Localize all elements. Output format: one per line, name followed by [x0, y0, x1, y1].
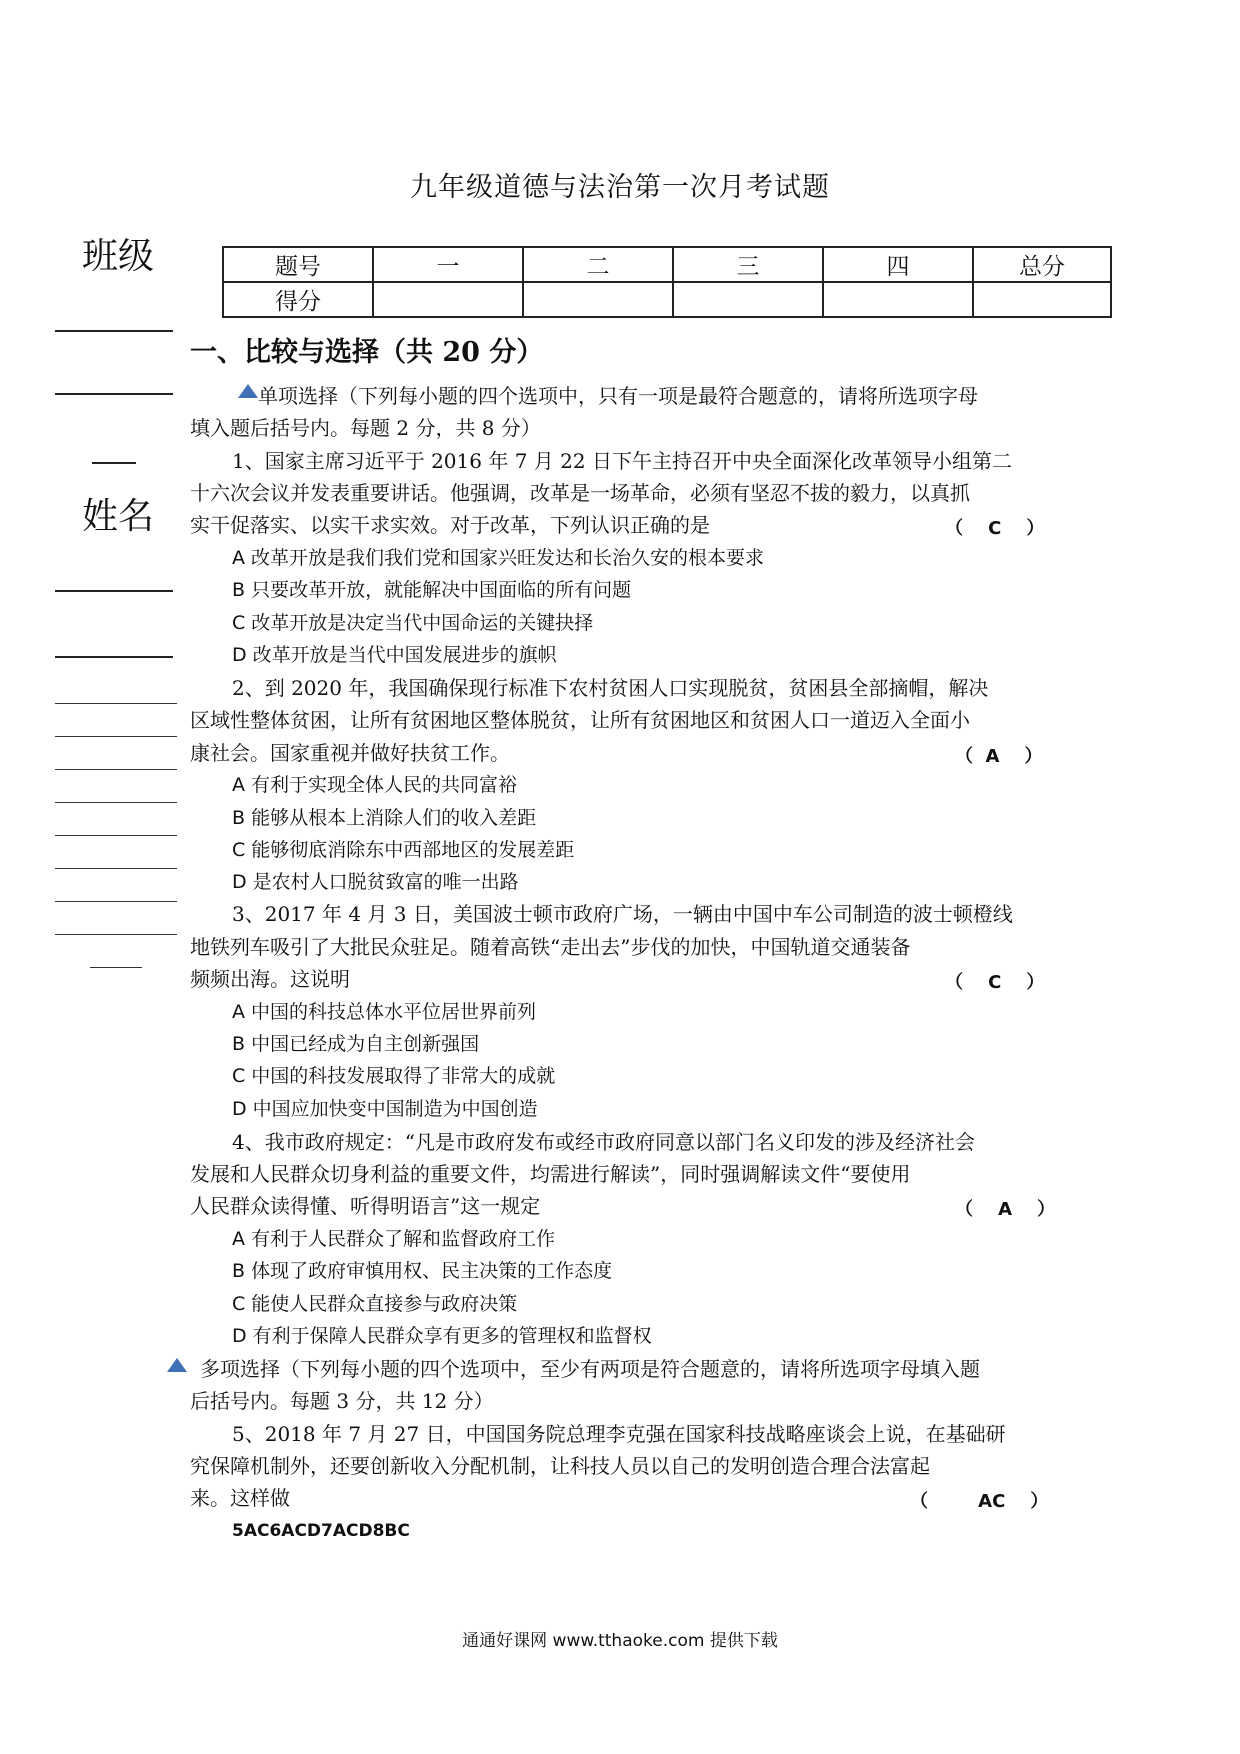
option-item: A 改革开放是我们我们党和国家兴旺发达和长治久安的根本要求 [232, 547, 765, 569]
score-table-header-row [223, 247, 1111, 282]
score-cell[interactable] [823, 282, 973, 317]
answer-bracket: （ C ） [945, 972, 1045, 993]
side-divider [55, 590, 173, 592]
option-item: B 体现了政府审慎用权、民主决策的工作态度 [232, 1260, 613, 1282]
triangle-icon [167, 1358, 187, 1372]
question-text: 人民群众读得懂、听得明语言”这一规定 [190, 1194, 541, 1218]
option-item: D 是农村人口脱贫致富的唯一出路 [232, 871, 519, 893]
table-header-cell: 一 [373, 247, 523, 282]
name-underline [90, 967, 142, 968]
option-item: C 能够彻底消除东中西部地区的发展差距 [232, 839, 575, 861]
name-underline [55, 901, 177, 902]
table-row-label: 得分 [223, 282, 373, 317]
single-choice-intro: 填入题后括号内。每题 2 分，共 8 分） [190, 416, 541, 440]
option-item: B 中国已经成为自主创新强国 [232, 1033, 480, 1055]
question-text: 来。这样做 [190, 1486, 290, 1510]
side-divider [55, 330, 173, 332]
question-text: 康社会。国家重视并做好扶贫工作。 [190, 741, 510, 765]
question-text: 频频出海。这说明 [190, 967, 350, 991]
question-text: 区域性整体贫困，让所有贫困地区整体脱贫，让所有贫困地区和贫困人口一道迈入全面小 [190, 708, 970, 732]
table-header-cell: 总分 [973, 247, 1111, 282]
option-item: B 只要改革开放，就能解决中国面临的所有问题 [232, 579, 632, 601]
single-choice-intro: 单项选择（下列每小题的四个选项中，只有一项是最符合题意的，请将所选项字母 [258, 384, 978, 408]
question-text: 地铁列车吸引了大批民众驻足。随着高铁“走出去”步伐的加快，中国轨道交通装备 [190, 935, 911, 959]
option-item: A 中国的科技总体水平位居世界前列 [232, 1001, 537, 1023]
question-text: 3、2017 年 4 月 3 日，美国波士顿市政府广场，一辆由中国中车公司制造的波士顿橙线 [232, 902, 1013, 926]
question-text: 4、我市政府规定：“凡是市政府发布或经市政府同意以部门名义印发的涉及经济社会 [232, 1130, 975, 1154]
question-text: 实干促落实、以实干求实效。对于改革，下列认识正确的是 [190, 513, 710, 537]
option-item: C 能使人民群众直接参与政府决策 [232, 1293, 518, 1315]
table-header-cell: 题号 [223, 247, 373, 282]
score-cell[interactable] [673, 282, 823, 317]
score-cell[interactable] [523, 282, 673, 317]
option-item: D 改革开放是当代中国发展进步的旗帜 [232, 644, 557, 666]
table-header-cell: 三 [673, 247, 823, 282]
option-item: B 能够从根本上消除人们的收入差距 [232, 807, 537, 829]
name-underline [55, 835, 177, 836]
question-text: 究保障机制外，还要创新收入分配机制，让科技人员以自己的发明创造合理合法富起 [190, 1454, 930, 1478]
side-divider [55, 656, 173, 658]
option-item: D 中国应加快变中国制造为中国创造 [232, 1098, 538, 1120]
multi-choice-intro: 多项选择（下列每小题的四个选项中，至少有两项是符合题意的，请将所选项字母填入题 [200, 1357, 980, 1381]
option-item: C 中国的科技发展取得了非常大的成就 [232, 1065, 556, 1087]
question-text: 十六次会议并发表重要讲话。他强调，改革是一场革命，必须有坚忍不拔的毅力，以真抓 [190, 481, 970, 505]
section-heading: 一、比较与选择（共 20 分） [190, 337, 544, 368]
answer-bracket: （ AC ） [910, 1491, 1049, 1512]
side-divider [92, 462, 136, 464]
question-text: 发展和人民群众切身利益的重要文件，均需进行解读”，同时强调解读文件“要使用 [190, 1162, 911, 1186]
name-underline [55, 934, 177, 935]
option-item: A 有利于实现全体人民的共同富裕 [232, 774, 518, 796]
answer-key: 5AC6ACD7ACD8BC [232, 1521, 410, 1541]
footer-text: 通通好课网 www.tthaoke.com 提供下载 [462, 1631, 778, 1651]
multi-choice-intro: 后括号内。每题 3 分，共 12 分） [190, 1389, 494, 1413]
side-divider [55, 393, 173, 395]
option-item: D 有利于保障人民群众享有更多的管理权和监督权 [232, 1325, 652, 1347]
page-title: 九年级道德与法治第一次月考试题 [410, 172, 830, 203]
name-label: 姓名 [82, 496, 155, 537]
name-underline [55, 802, 177, 803]
option-item: A 有利于人民群众了解和监督政府工作 [232, 1228, 556, 1250]
name-underline [55, 769, 177, 770]
score-cell[interactable] [373, 282, 523, 317]
question-text: 2、到 2020 年，我国确保现行标准下农村贫困人口实现脱贫，贫困县全部摘帽，解决 [232, 676, 989, 700]
score-table [222, 246, 1112, 318]
table-header-cell: 四 [823, 247, 973, 282]
table-header-cell: 二 [523, 247, 673, 282]
answer-bracket: （ C ） [945, 518, 1045, 539]
answer-bracket: （ A ） [955, 1199, 1056, 1220]
answer-bracket: （ A ） [955, 746, 1043, 767]
score-table-score-row [223, 282, 1111, 317]
option-item: C 改革开放是决定当代中国命运的关键抉择 [232, 612, 594, 634]
name-underline [55, 736, 177, 737]
class-label: 班级 [82, 236, 155, 277]
question-text: 5、2018 年 7 月 27 日，中国国务院总理李克强在国家科技战略座谈会上说，在基础研 [232, 1422, 1006, 1446]
name-underline [55, 703, 177, 704]
question-text: 1、国家主席习近平于 2016 年 7 月 22 日下午主持召开中央全面深化改革领导小组第二 [232, 449, 1012, 473]
score-cell[interactable] [973, 282, 1111, 317]
name-underline [55, 868, 177, 869]
